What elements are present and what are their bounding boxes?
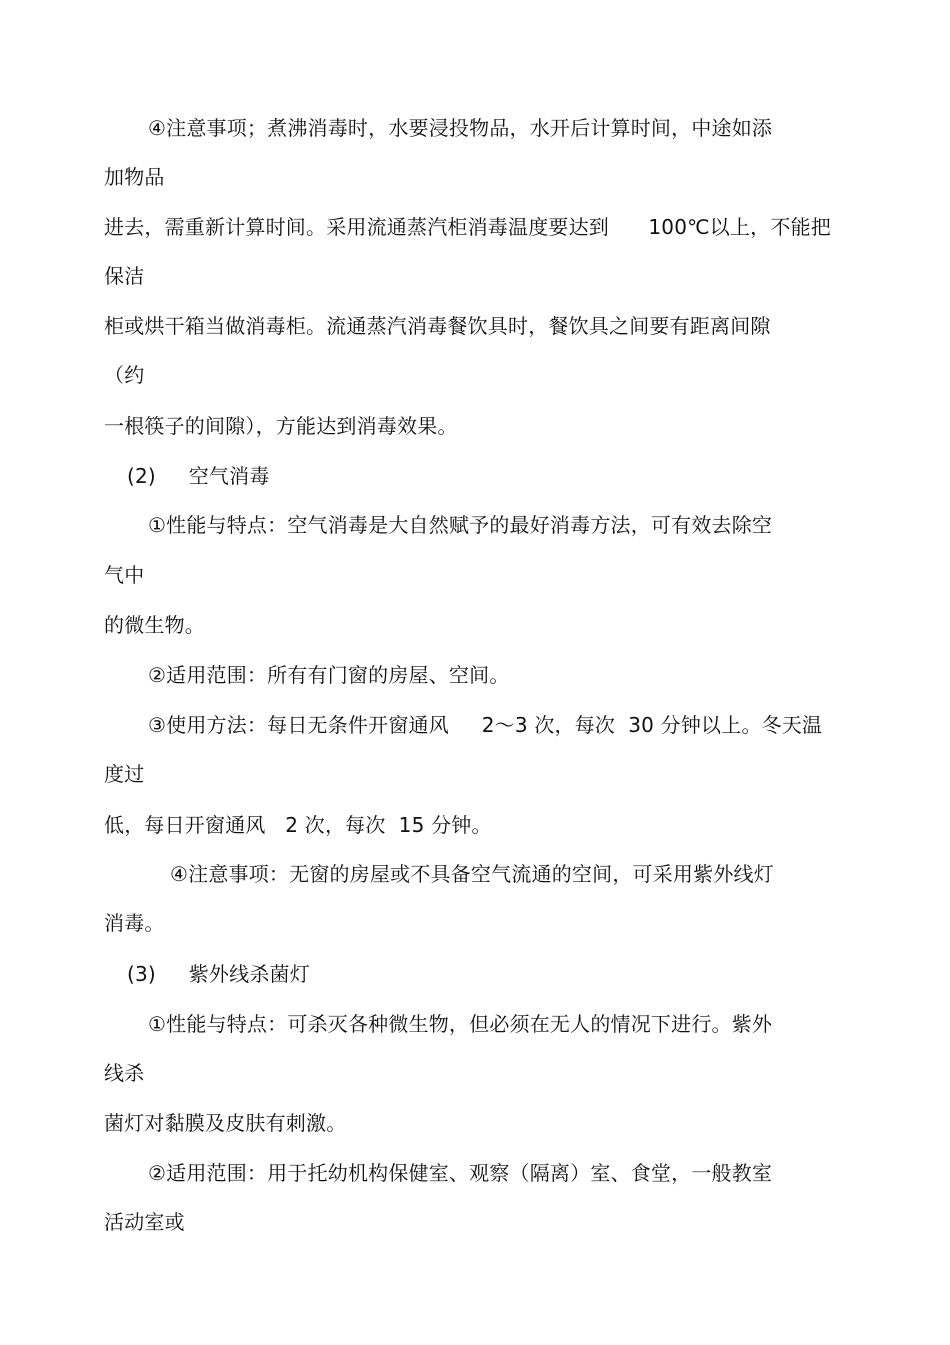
text-line: 低，每日开窗通风 2 次，每次 15 分钟。 [104, 813, 492, 837]
text-line: 消毒。 [104, 911, 165, 935]
section-heading: (3) 紫外线杀菌灯 [127, 962, 310, 986]
text-line: 保洁 [104, 264, 145, 288]
text-line: 加物品 [104, 165, 165, 189]
text-line: 柜或烘干箱当做消毒柜。流通蒸汽消毒餐饮具时，餐饮具之间要有距离间隙 [104, 314, 771, 338]
text-line: ④注意事项：无窗的房屋或不具备空气流通的空间，可采用紫外线灯 [170, 862, 774, 886]
text-line: 气中 [104, 563, 145, 587]
text-line: ④注意事项；煮沸消毒时，水要浸投物品，水开后计算时间，中途如添 [148, 116, 773, 140]
text-line: ②适用范围：所有有门窗的房屋、空间。 [148, 663, 510, 687]
text-line: 度过 [104, 762, 145, 786]
text-line: 线杀 [104, 1061, 145, 1085]
text-line: 活动室或 [104, 1210, 185, 1234]
text-line: 菌灯对黏膜及皮肤有刺激。 [104, 1111, 347, 1135]
text-line: ③使用方法：每日无条件开窗通风 2～3 次，每次 30 分钟以上。冬天温 [148, 713, 823, 737]
text-line: 一根筷子的间隙），方能达到消毒效果。 [104, 414, 458, 438]
text-line: ①性能与特点：可杀灭各种微生物，但必须在无人的情况下进行。紫外 [148, 1012, 773, 1036]
text-line: ①性能与特点：空气消毒是大自然赋予的最好消毒方法，可有效去除空 [148, 513, 773, 537]
text-line: ②适用范围：用于托幼机构保健室、观察（隔离）室、食堂，一般教室 [148, 1161, 773, 1185]
text-line: 的微生物。 [104, 613, 205, 637]
section-heading: (2) 空气消毒 [127, 464, 270, 488]
text-line: （约 [104, 363, 145, 387]
text-line: 进去，需重新计算时间。采用流通蒸汽柜消毒温度要达到 100℃以上，不能把 [104, 215, 831, 239]
